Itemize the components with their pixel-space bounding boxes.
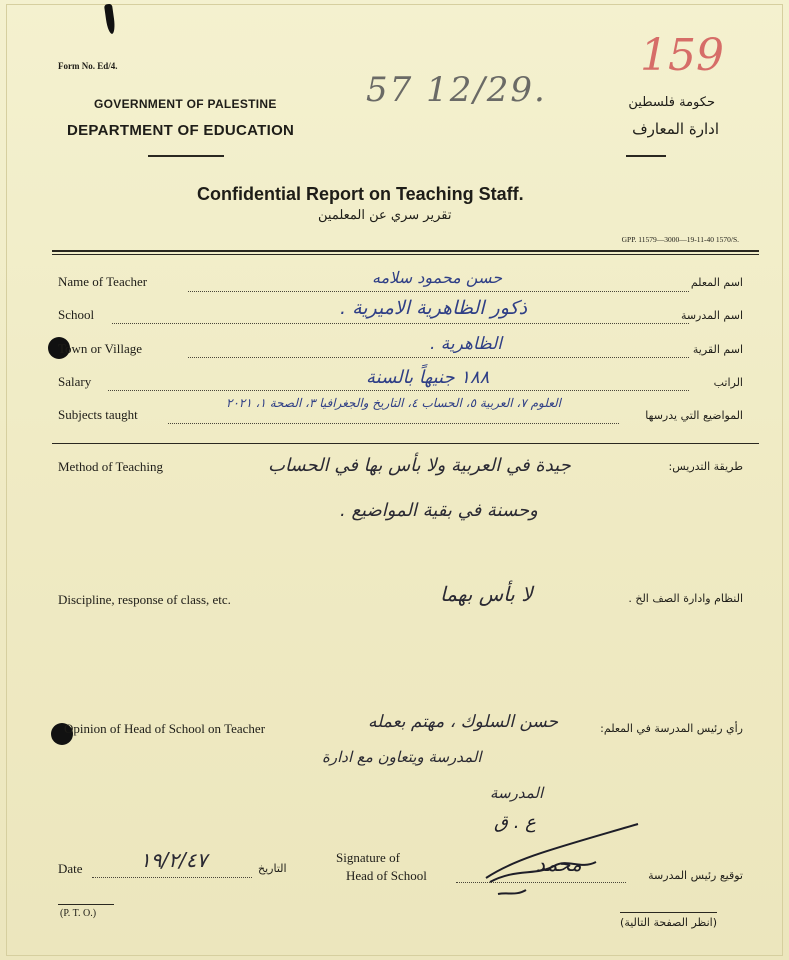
date-value: ١٩/٢/٤٧ bbox=[140, 848, 208, 872]
discipline-label: Discipline, response of class, etc. bbox=[58, 592, 231, 607]
school-label: School bbox=[58, 307, 95, 322]
town-or-village-line bbox=[188, 357, 689, 358]
method-of-teaching-label-ar: طريقة التدريس: bbox=[668, 460, 743, 473]
please-turn-over-note: (P. T. O.) bbox=[60, 908, 97, 919]
department-heading-ar: ادارة المعارف bbox=[632, 120, 719, 138]
school-label-ar: اسم المدرسة bbox=[680, 309, 743, 322]
town-or-village-value: الظاهرية . bbox=[430, 334, 503, 354]
date-line bbox=[92, 877, 252, 878]
subjects-taught-value: العلوم ٧، العربية ٥، الحساب ٤، التاريخ والجغرافيا ٣، الصحة ١، ٢٠٢١ bbox=[226, 396, 561, 410]
opinion-line-1: حسن السلوك ، مهتم بعمله bbox=[368, 712, 559, 732]
opinion-of-head-label: Opinion of Head of School on Teacher bbox=[64, 721, 266, 736]
town-or-village-label-ar: اسم القرية bbox=[692, 343, 743, 356]
print-code: GPP. 11579—3000—19-11-40 1570/S. bbox=[621, 235, 739, 244]
method-of-teaching-line-2: وحسنة في بقية المواضيع . bbox=[340, 500, 538, 521]
date-label: Date bbox=[58, 861, 83, 876]
method-of-teaching-label: Method of Teaching bbox=[58, 459, 163, 474]
town-or-village-label: Town or Village bbox=[58, 341, 142, 356]
school-value: ذكور الظاهرية الاميرية . bbox=[340, 297, 528, 319]
opinion-line-2: المدرسة ويتعاون مع ادارة bbox=[322, 748, 482, 766]
signature-initials: ع . ق bbox=[494, 812, 536, 833]
fields-divider bbox=[52, 443, 759, 444]
school-line bbox=[112, 323, 689, 324]
subjects-taught-line bbox=[168, 423, 619, 424]
header-dash-left bbox=[148, 155, 224, 157]
signature-label-ar: توقيع رئيس المدرسة bbox=[648, 869, 743, 882]
page-number-annotation: 159 bbox=[640, 30, 724, 81]
opinion-of-head-label-ar: رأي رئيس المدرسة في المعلم: bbox=[600, 722, 743, 735]
signature-label-line-2: Head of School bbox=[346, 868, 427, 883]
subjects-taught-label-ar: المواضيع التي يدرسها bbox=[645, 409, 743, 422]
opinion-line-3: المدرسة bbox=[490, 784, 544, 802]
government-heading-ar: حكومة فلسطين bbox=[628, 95, 715, 110]
salary-value: ١٨٨ جنيهاً بالسنة bbox=[366, 367, 490, 388]
signature-scribble bbox=[476, 818, 646, 908]
title-rule bbox=[52, 250, 759, 252]
signature-name: محمد bbox=[536, 852, 582, 876]
page-border bbox=[6, 4, 783, 956]
next-page-note-ar: (انظر الصفحة التالية) bbox=[620, 912, 717, 929]
name-of-teacher-label: Name of Teacher bbox=[58, 274, 148, 289]
date-label-ar: التاريخ bbox=[258, 862, 287, 875]
discipline-value: لا بأس بهما bbox=[440, 582, 533, 606]
signature-label-line-1: Signature of bbox=[336, 850, 400, 865]
form-number: Form No. Ed/4. bbox=[58, 61, 118, 71]
method-of-teaching-line-1: جيدة في العربية ولا بأس بها في الحساب bbox=[268, 455, 571, 476]
file-reference-stamp: 57 12/29. bbox=[366, 70, 547, 110]
subjects-taught-label: Subjects taught bbox=[58, 407, 138, 422]
government-heading: GOVERNMENT OF PALESTINE bbox=[94, 97, 277, 111]
name-of-teacher-label-ar: اسم المعلم bbox=[690, 276, 743, 289]
header-dash-right bbox=[626, 155, 666, 157]
department-heading: DEPARTMENT OF EDUCATION bbox=[67, 122, 295, 139]
salary-label: Salary bbox=[58, 374, 92, 389]
report-title-ar: تقرير سري عن المعلمين bbox=[318, 208, 452, 223]
name-of-teacher-line bbox=[188, 291, 689, 292]
discipline-label-ar: النظام وادارة الصف الخ . bbox=[628, 592, 743, 605]
name-of-teacher-value: حسن محمود سلامه bbox=[372, 268, 503, 287]
salary-label-ar: الراتب bbox=[713, 376, 743, 389]
report-title: Confidential Report on Teaching Staff. bbox=[197, 184, 524, 204]
title-rule-thin bbox=[52, 254, 759, 255]
salary-line bbox=[108, 390, 689, 391]
pto-rule bbox=[58, 904, 114, 905]
